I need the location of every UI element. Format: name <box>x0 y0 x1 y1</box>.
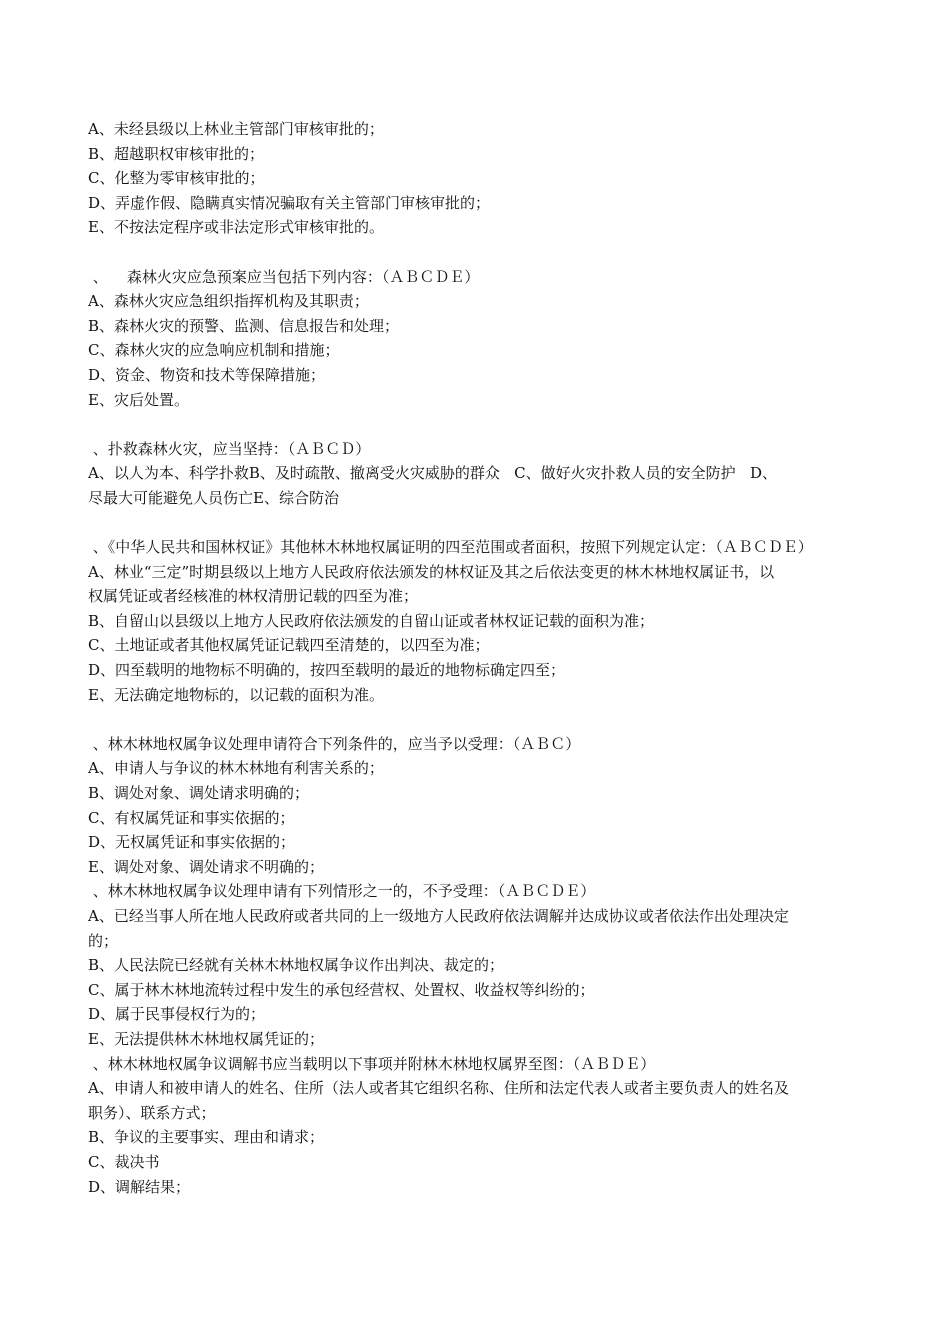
spacer <box>88 412 888 437</box>
option-line: 职务）、联系方式； <box>88 1103 216 1122</box>
option-line: B、超越职权审核审批的； <box>88 144 265 163</box>
option-line: 权属凭证或者经核准的林权清册记载的四至为准； <box>88 587 419 606</box>
option-line: D、资金、物资和技术等保障措施； <box>88 365 326 384</box>
option-line: A、申请人和被申请人的姓名、住所（法人或者其它组织名称、住所和法定代表人或者主要负责人的姓名及 <box>88 1079 789 1098</box>
question-line: 、林木林地权属争议处理申请符合下列条件的，应当予以受理：（ＡＢＣ） <box>88 734 581 753</box>
option-line: D、调解结果； <box>88 1177 191 1196</box>
option-line: B、森林火灾的预警、监测、信息报告和处理； <box>88 316 400 335</box>
spacer <box>88 511 888 536</box>
option-line: C、化整为零审核审批的； <box>88 169 265 188</box>
option-line: A、未经县级以上林业主管部门审核审批的； <box>88 120 384 138</box>
section-fire-fighting <box>88 437 888 511</box>
option-line: A、以人为本、科学扑救B、及时疏散、撤离受火灾威胁的群众 C、做好火灾扑救人员的安全防护 D、 <box>88 464 777 483</box>
option-line: D、四至载明的地物标不明确的，按四至载明的最近的地物标确定四至； <box>88 661 566 680</box>
question-line: 、 森林火灾应急预案应当包括下列内容：（ＡＢＣＤＥ） <box>88 267 480 286</box>
option-line: B、争议的主要事实、理由和请求； <box>88 1128 325 1147</box>
option-line: E、无法确定地物标的，以记载的面积为准。 <box>88 685 384 704</box>
section-approval-violations <box>88 117 888 240</box>
option-line: C、森林火灾的应急响应机制和措施； <box>88 341 340 360</box>
option-line: E、无法提供林木林地权属凭证的； <box>88 1029 324 1048</box>
option-line: 的； <box>88 931 119 950</box>
option-line: E、不按法定程序或非法定形式审核审批的。 <box>88 218 384 237</box>
option-line: C、裁决书 <box>88 1152 160 1171</box>
section-dispute-handling <box>88 732 888 1199</box>
option-line: B、自留山以县级以上地方人民政府依法颁发的自留山证或者林权证记载的面积为准； <box>88 611 655 630</box>
option-line: A、森林火灾应急组织指挥机构及其职责； <box>88 292 369 311</box>
option-line: A、已经当事人所在地人民政府或者共同的上一级地方人民政府依法调解并达成协议或者依法作出处理决定 <box>88 907 789 925</box>
option-line: C、属于林木林地流转过程中发生的承包经营权、处置权、收益权等纠纷的； <box>88 980 595 999</box>
option-line: D、弄虚作假、隐瞒真实情况骗取有关主管部门审核审批的； <box>88 193 491 212</box>
spacer <box>88 240 888 265</box>
option-line: D、属于民事侵权行为的； <box>88 1005 266 1024</box>
option-line: C、土地证或者其他权属凭证记载四至清楚的，以四至为准； <box>88 636 490 655</box>
option-line: D、无权属凭证和事实依据的； <box>88 833 296 852</box>
question-line: 、林木林地权属争议调解书应当载明以下事项并附林木林地权属界至图：（ＡＢＤＥ） <box>88 1054 656 1073</box>
option-line: E、调处对象、调处请求不明确的； <box>88 857 324 876</box>
document-page <box>88 117 888 1199</box>
section-forest-rights-certificate <box>88 535 888 707</box>
option-line: A、林业“三定”时期县级以上地方人民政府依法颁发的林权证及其之后依法变更的林木林地权属证书，以 <box>88 562 775 581</box>
spacer <box>88 707 888 732</box>
question-line: 、林木林地权属争议处理申请有下列情形之一的，不予受理：（ＡＢＣＤＥ） <box>88 882 596 901</box>
option-line: 尽最大可能避免人员伤亡E、综合防治 <box>88 488 339 507</box>
question-line: 、扑救森林火灾，应当坚持：（ＡＢＣＤ） <box>88 439 371 458</box>
option-line: A、申请人与争议的林木林地有利害关系的； <box>88 759 384 778</box>
option-line: E、灾后处置。 <box>88 390 189 409</box>
option-line: C、有权属凭证和事实依据的； <box>88 808 295 827</box>
option-line: B、调处对象、调处请求明确的； <box>88 784 310 803</box>
option-line: B、人民法院已经就有关林木林地权属争议作出判决、裁定的； <box>88 956 505 975</box>
section-fire-emergency-plan <box>88 265 888 413</box>
question-line: 、《中华人民共和国林权证》其他林木林地权属证明的四至范围或者面积，按照下列规定认定：（ＡＢＣＤＥ） <box>88 538 813 557</box>
